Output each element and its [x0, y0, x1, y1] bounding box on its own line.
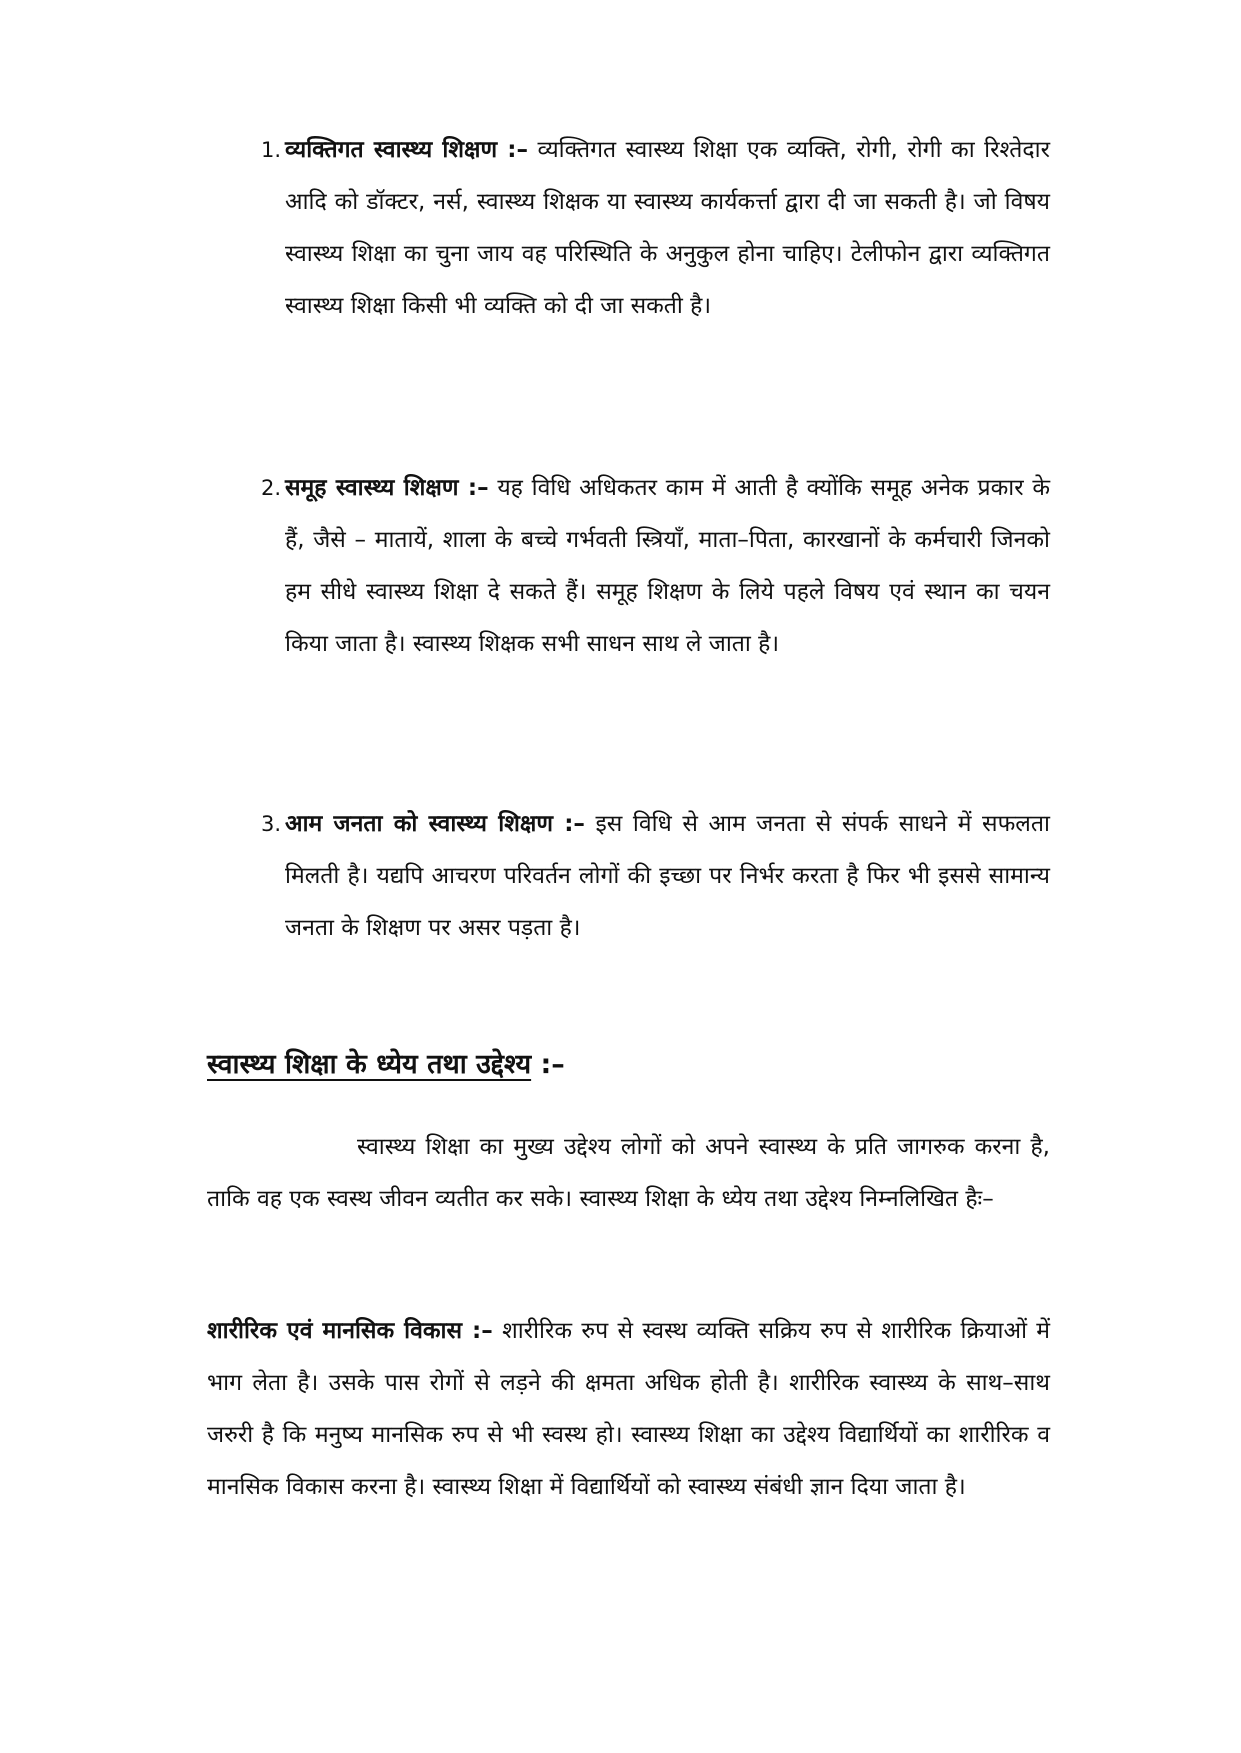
- list-item-paragraph: [285, 124, 1050, 332]
- list-item-text: इस विधि से आम जनता से संपर्क साधने में सफलता मिलती है। यद्यपि आचरण परिवर्तन लोगों की इच्छा पर निर्भर करता है फिर भी इससे सामान्य जनता के शिक्षण पर असर पड़ता है।: [285, 811, 1050, 941]
- list-item-number: 1.: [260, 138, 281, 162]
- development-text: शारीरिक रुप से स्वस्थ व्यक्ति सक्रिय रुप से शारीरिक क्रियाओं में भाग लेता है। उसके पास रोगों से लड़ने की क्षमता अधिक होती है। शारीरिक स्वास्थ्य के साथ–साथ जरुरी है कि मनुष्य मानसिक रुप से भी स्वस्थ हो। स्वास्थ्य शिक्षा का उद्देश्य विद्यार्थियों का शारीरिक व मानसिक विकास करना है। स्वास्थ्य शिक्षा में विद्यार्थियों को स्वास्थ्य संबंधी ज्ञान दिया जाता है।: [207, 1318, 1051, 1500]
- list-item-title: आम जनता को स्वास्थ्य शिक्षण: [285, 811, 553, 837]
- list-item-separator: :–: [458, 475, 489, 501]
- section-heading-suffix: :–: [531, 1049, 565, 1080]
- list-item-individual-education: [260, 124, 1050, 332]
- list-item-text: यह विधि अधिकतर काम में आती है क्योंकि समूह अनेक प्रकार के हैं, जैसे – मातायें, शाला के बच्चे गर्भवती स्त्रियाँ, माता–पिता, कारखानों के कर्मचारी जिनको हम सीधे स्वास्थ्य शिक्षा दे सकते हैं। समूह शिक्षण के लिये पहले विषय एवं स्थान का चयन किया जाता है। स्वास्थ्य शिक्षक सभी साधन साथ ले जाता है।: [285, 475, 1050, 657]
- development-subheading: शारीरिक एवं मानसिक विकास: [207, 1318, 463, 1344]
- list-item-number: 3.: [260, 812, 281, 836]
- section-heading: [207, 1045, 565, 1085]
- list-item-group-education: [260, 462, 1050, 670]
- section-heading-title: स्वास्थ्य शिक्षा के ध्येय तथा उद्देश्य: [207, 1049, 532, 1080]
- list-item-public-education: [260, 798, 1050, 954]
- list-item-paragraph: [285, 462, 1050, 670]
- development-subheading-suffix: :–: [462, 1318, 493, 1344]
- list-item-title: व्यक्तिगत स्वास्थ्य शिक्षण: [285, 137, 498, 163]
- list-item-text: व्यक्तिगत स्वास्थ्य शिक्षा एक व्यक्ति, रोगी, रोगी का रिश्तेदार आदि को डॉक्टर, नर्स, स्वास्थ्य शिक्षक या स्वास्थ्य कार्यकर्त्ता द्वारा दी जा सकती है। जो विषय स्वास्थ्य शिक्षा का चुना जाय वह परिस्थिति के अनुकुल होना चाहिए। टेलीफोन द्वारा व्यक्तिगत स्वास्थ्य शिक्षा किसी भी व्यक्ति को दी जा सकती है।: [285, 137, 1050, 319]
- list-item-separator: :–: [552, 811, 585, 837]
- list-item-separator: :–: [497, 137, 528, 163]
- list-item-title: समूह स्वास्थ्य शिक्षण: [285, 475, 459, 501]
- list-item-paragraph: [285, 798, 1050, 954]
- intro-paragraph: स्वास्थ्य शिक्षा का मुख्य उद्देश्य लोगों को अपने स्वास्थ्य के प्रति जागरुक करना है, ताकि वह एक स्वस्थ जीवन व्यतीत कर सके। स्वास्थ्य शिक्षा के ध्येय तथा उद्देश्य निम्नलिखित हैः–: [207, 1134, 1050, 1212]
- list-item-number: 2.: [260, 476, 281, 500]
- development-paragraph: [207, 1305, 1050, 1513]
